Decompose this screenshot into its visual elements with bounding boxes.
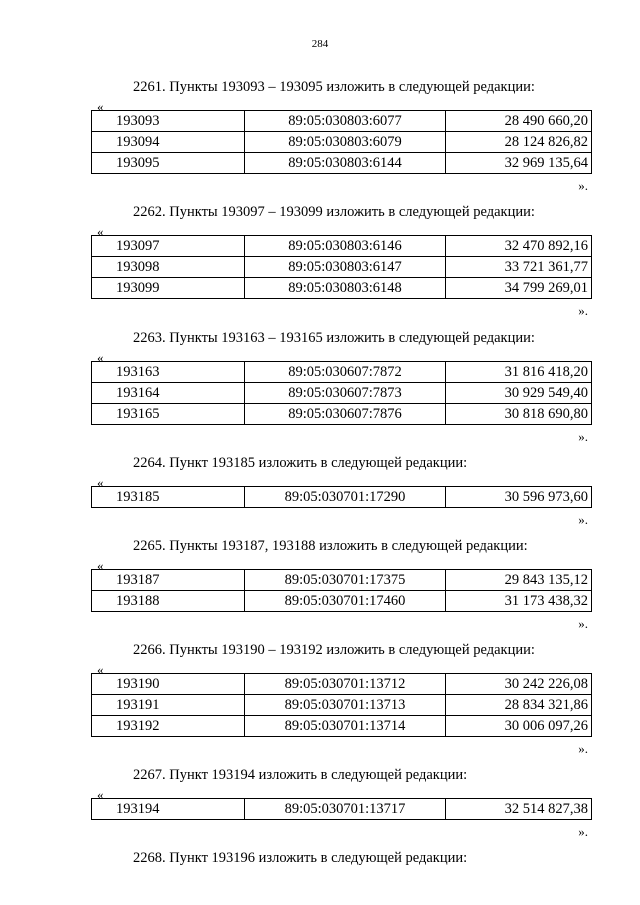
table-row	[92, 799, 592, 820]
table-row	[92, 132, 592, 153]
amendment-table	[91, 569, 592, 612]
cadastral-number-cell: 89:05:030803:6146	[245, 236, 446, 257]
closing-quote: ».	[578, 429, 588, 444]
cadastral-value-cell: 30 242 226,08	[446, 674, 592, 695]
item-number-cell: 193093	[92, 111, 245, 132]
item-number-cell: 193164	[92, 383, 245, 404]
closing-quote: ».	[578, 512, 588, 527]
cadastral-number-cell: 89:05:030803:6144	[245, 153, 446, 174]
cadastral-value-cell: 30 006 097,26	[446, 716, 592, 737]
amendment-table	[91, 486, 592, 508]
item-number-cell: 193192	[92, 716, 245, 737]
item-number-cell: 193094	[92, 132, 245, 153]
table-row	[92, 570, 592, 591]
cadastral-value-cell: 28 834 321,86	[446, 695, 592, 716]
item-number-cell: 193191	[92, 695, 245, 716]
item-number-cell: 193099	[92, 278, 245, 299]
amendment-heading: 2264. Пункт 193185 изложить в следующей редакции:	[133, 455, 468, 471]
item-number-cell: 193095	[92, 153, 245, 174]
amendment-heading: 2266. Пункты 193190 – 193192 изложить в следующей редакции:	[133, 642, 535, 658]
amendment-table	[91, 361, 592, 425]
closing-quote: ».	[578, 178, 588, 193]
amendment-heading: 2265. Пункты 193187, 193188 изложить в следующей редакции:	[133, 538, 528, 554]
amendment-table	[91, 798, 592, 820]
cadastral-number-cell: 89:05:030607:7873	[245, 383, 446, 404]
cadastral-value-cell: 33 721 361,77	[446, 257, 592, 278]
closing-quote: ».	[578, 303, 588, 318]
item-number-cell: 193165	[92, 404, 245, 425]
table-row	[92, 278, 592, 299]
cadastral-number-cell: 89:05:030701:17375	[245, 570, 446, 591]
amendment-table	[91, 235, 592, 299]
item-number-cell: 193185	[92, 487, 245, 508]
table-row	[92, 153, 592, 174]
cadastral-number-cell: 89:05:030701:17290	[245, 487, 446, 508]
opening-quote: «	[97, 558, 104, 573]
amendment-heading: 2262. Пункты 193097 – 193099 изложить в следующей редакции:	[133, 204, 535, 220]
table-row	[92, 383, 592, 404]
cadastral-value-cell: 31 173 438,32	[446, 591, 592, 612]
cadastral-number-cell: 89:05:030803:6077	[245, 111, 446, 132]
amendment-table	[91, 110, 592, 174]
page-number: 284	[311, 38, 329, 50]
table-row	[92, 591, 592, 612]
cadastral-number-cell: 89:05:030701:13717	[245, 799, 446, 820]
table-row	[92, 404, 592, 425]
cadastral-number-cell: 89:05:030607:7872	[245, 362, 446, 383]
item-number-cell: 193194	[92, 799, 245, 820]
opening-quote: «	[97, 662, 104, 677]
closing-quote: ».	[578, 824, 588, 839]
cadastral-number-cell: 89:05:030607:7876	[245, 404, 446, 425]
cadastral-number-cell: 89:05:030803:6148	[245, 278, 446, 299]
amendment-heading: 2268. Пункт 193196 изложить в следующей редакции:	[133, 850, 468, 866]
closing-quote: ».	[578, 616, 588, 631]
cadastral-value-cell: 30 929 549,40	[446, 383, 592, 404]
opening-quote: «	[97, 475, 104, 490]
table-row	[92, 257, 592, 278]
amendment-heading: 2267. Пункт 193194 изложить в следующей редакции:	[133, 767, 468, 783]
cadastral-value-cell: 32 470 892,16	[446, 236, 592, 257]
cadastral-value-cell: 32 514 827,38	[446, 799, 592, 820]
amendment-table	[91, 673, 592, 737]
table-row	[92, 674, 592, 695]
opening-quote: «	[97, 224, 104, 239]
opening-quote: «	[97, 787, 104, 802]
item-number-cell: 193097	[92, 236, 245, 257]
item-number-cell: 193187	[92, 570, 245, 591]
cadastral-number-cell: 89:05:030701:17460	[245, 591, 446, 612]
table-row	[92, 111, 592, 132]
cadastral-value-cell: 29 843 135,12	[446, 570, 592, 591]
cadastral-value-cell: 34 799 269,01	[446, 278, 592, 299]
cadastral-value-cell: 30 596 973,60	[446, 487, 592, 508]
item-number-cell: 193190	[92, 674, 245, 695]
item-number-cell: 193163	[92, 362, 245, 383]
amendment-heading: 2263. Пункты 193163 – 193165 изложить в следующей редакции:	[133, 330, 535, 346]
opening-quote: «	[97, 350, 104, 365]
opening-quote: «	[97, 99, 104, 114]
table-row	[92, 487, 592, 508]
closing-quote: ».	[578, 741, 588, 756]
cadastral-number-cell: 89:05:030803:6079	[245, 132, 446, 153]
cadastral-number-cell: 89:05:030701:13714	[245, 716, 446, 737]
cadastral-number-cell: 89:05:030701:13712	[245, 674, 446, 695]
table-row	[92, 716, 592, 737]
cadastral-value-cell: 31 816 418,20	[446, 362, 592, 383]
cadastral-value-cell: 28 124 826,82	[446, 132, 592, 153]
table-row	[92, 236, 592, 257]
cadastral-value-cell: 28 490 660,20	[446, 111, 592, 132]
cadastral-number-cell: 89:05:030701:13713	[245, 695, 446, 716]
cadastral-number-cell: 89:05:030803:6147	[245, 257, 446, 278]
table-row	[92, 362, 592, 383]
cadastral-value-cell: 32 969 135,64	[446, 153, 592, 174]
item-number-cell: 193098	[92, 257, 245, 278]
amendment-heading: 2261. Пункты 193093 – 193095 изложить в следующей редакции:	[133, 79, 535, 95]
table-row	[92, 695, 592, 716]
item-number-cell: 193188	[92, 591, 245, 612]
cadastral-value-cell: 30 818 690,80	[446, 404, 592, 425]
